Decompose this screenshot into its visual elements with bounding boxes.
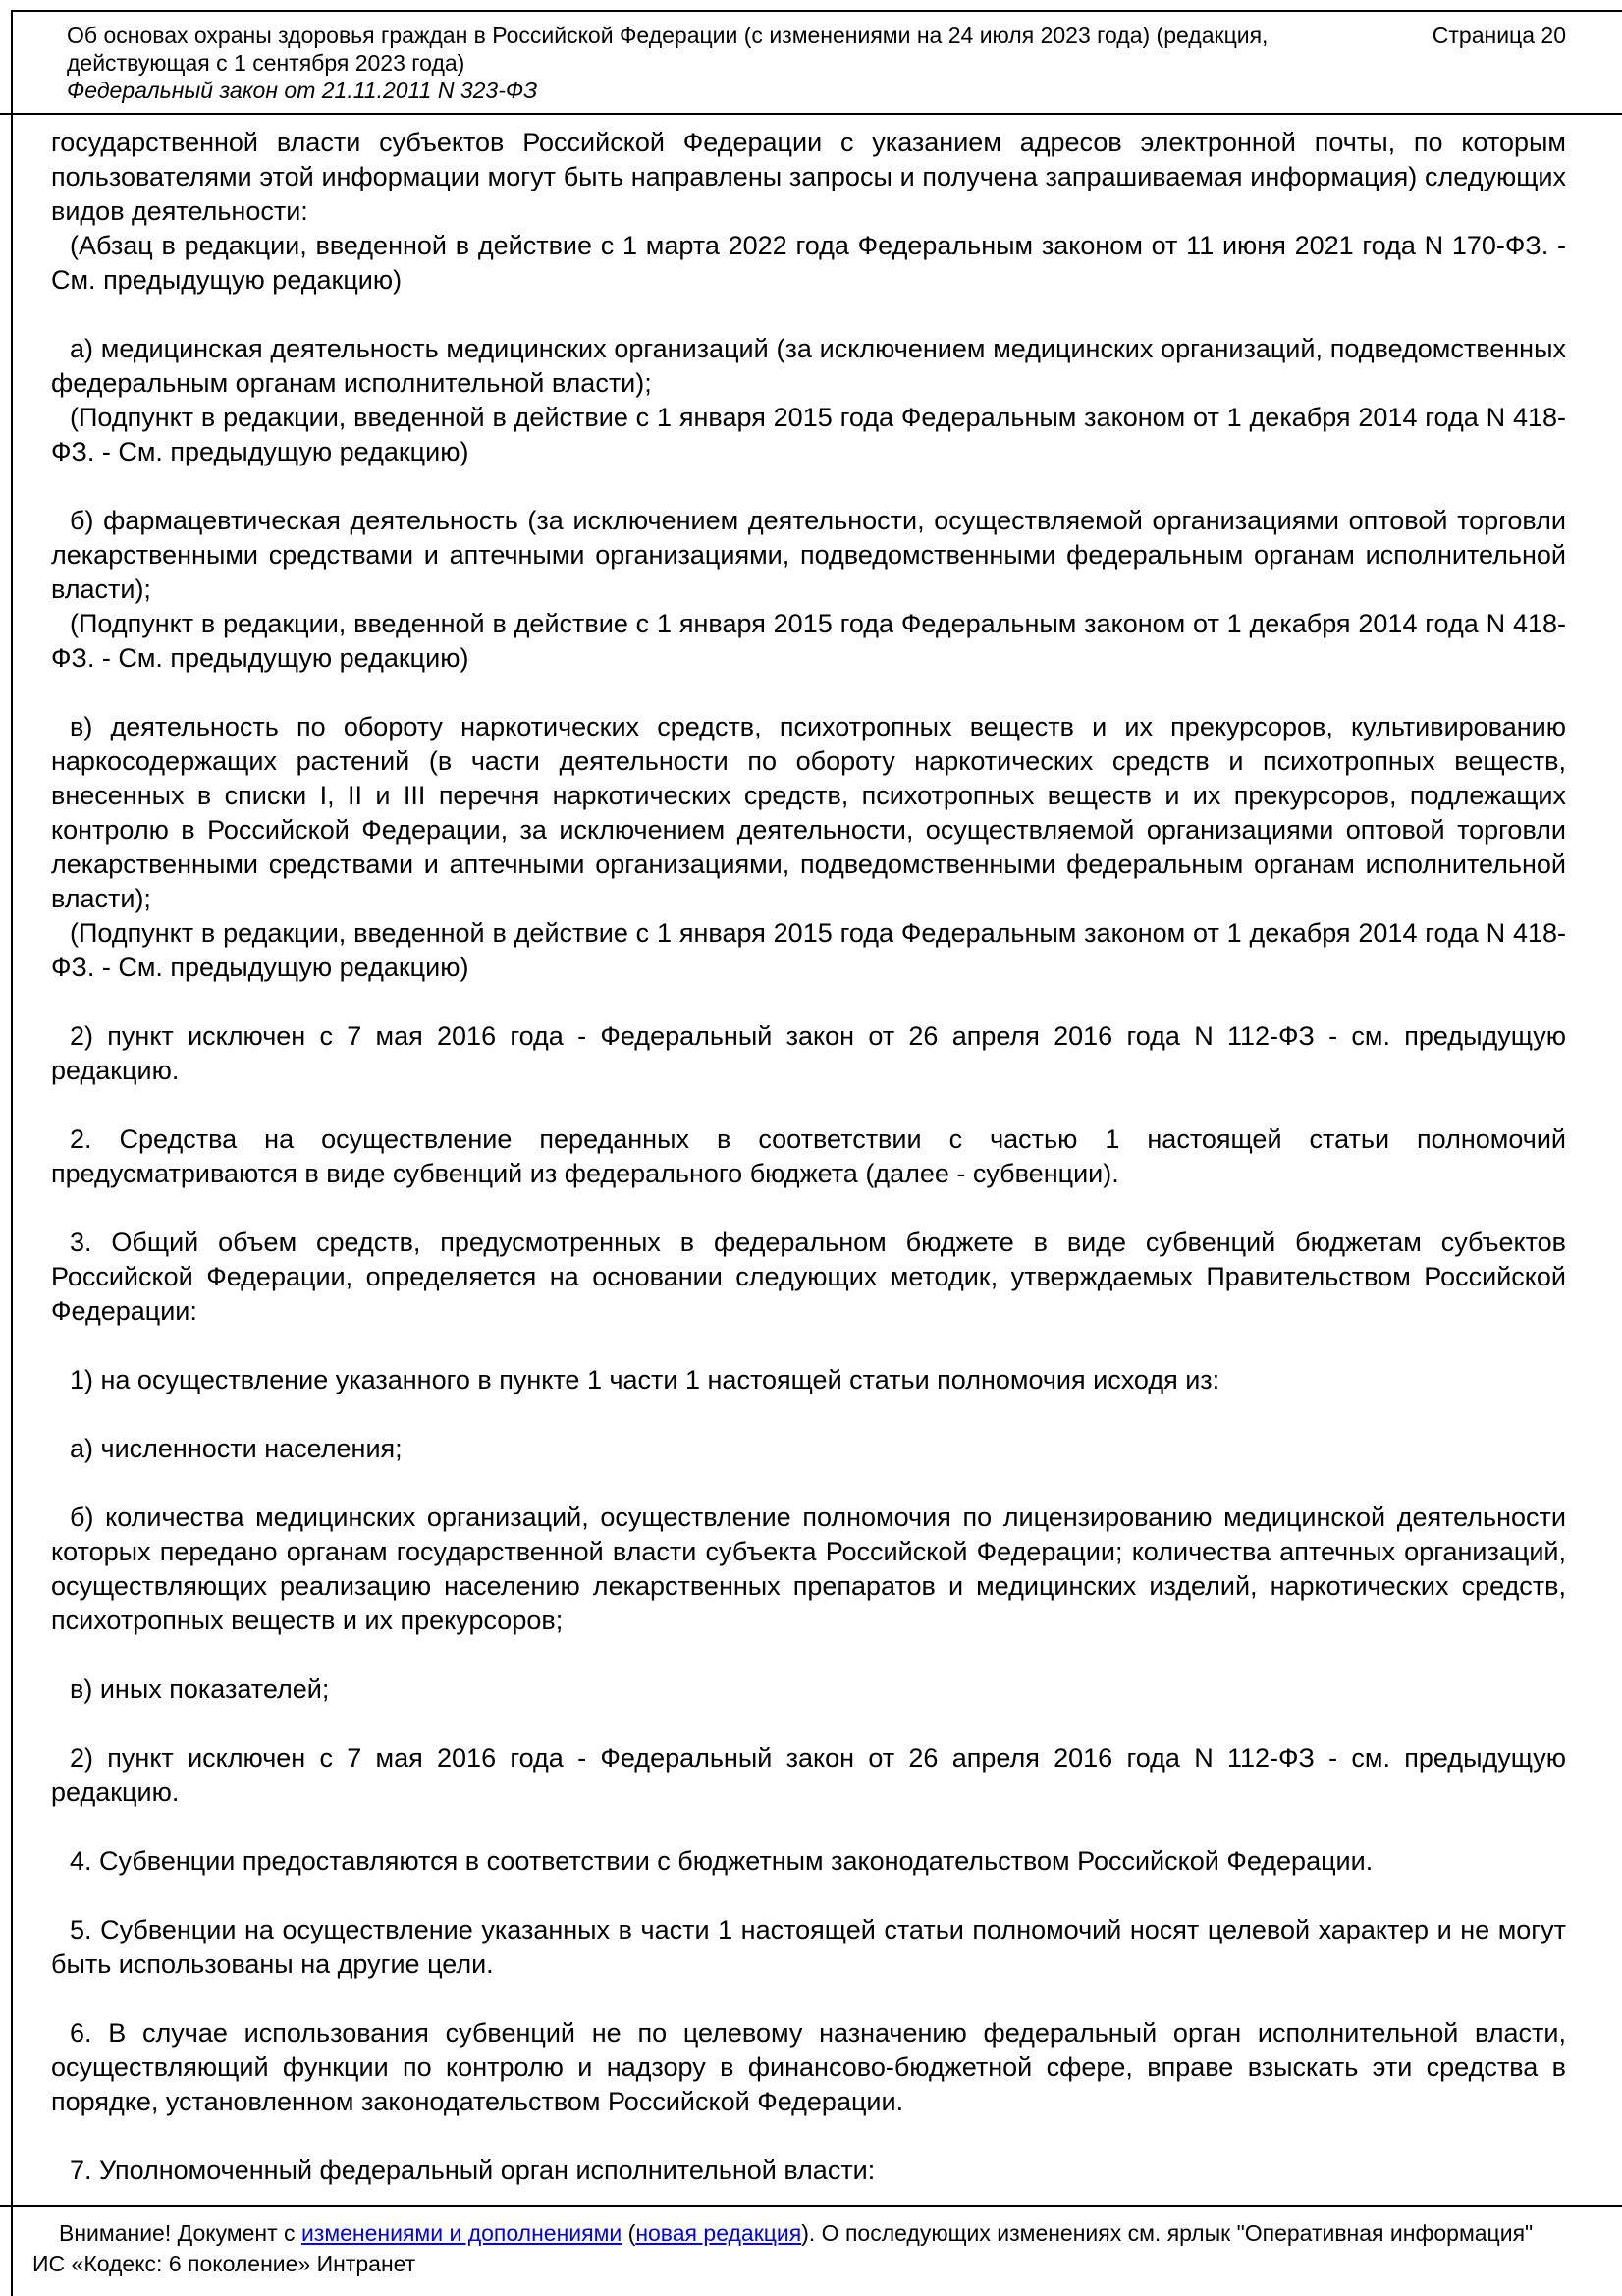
paragraph: (Подпункт в редакции, введенной в действие с 1 января 2015 года Федеральным законом от 1 декабря 2014 года N 418-ФЗ. - См. предыдущую редакцию) — [51, 403, 1566, 466]
paragraph: а) медицинская деятельность медицинских организаций (за исключением медицинских организаций, подведомственных федеральным органам исполнительной власти); — [51, 334, 1566, 398]
paragraph: 1) на осуществление указанного в пункте 1 части 1 настоящей статьи полномочия исходя из: — [70, 1365, 1220, 1394]
footer-notice-suffix: ). О последующих изменениях см. ярлык "Оперативная информация" — [801, 2220, 1534, 2246]
paragraph: (Подпункт в редакции, введенной в действие с 1 января 2015 года Федеральным законом от 1 декабря 2014 года N 418-ФЗ. - См. предыдущую редакцию) — [51, 609, 1566, 673]
paragraph: 7. Уполномоченный федеральный орган исполнительной власти: — [70, 2156, 876, 2185]
paragraph: 2) пункт исключен с 7 мая 2016 года - Федеральный закон от 26 апреля 2016 года N 112-ФЗ - см. предыдущую редакцию. — [51, 1743, 1566, 1807]
paragraph: 3. Общий объем средств, предусмотренных в федеральном бюджете в виде субвенций бюджетам субъектов Российской Федерации, определяется на основании следующих методик, утверждаемых Правительством Российской Федерации: — [51, 1228, 1566, 1326]
paragraph: 2. Средства на осуществление переданных в соответствии с частью 1 настоящей статьи полномочий предусматриваются в виде субвенций из федерального бюджета (далее - субвенции). — [51, 1124, 1566, 1188]
footer-notice-prefix: Внимание! Документ с — [59, 2220, 301, 2246]
footer-notice — [32, 2218, 1583, 2249]
new-edition-link[interactable]: новая редакция — [635, 2220, 802, 2246]
page-footer — [0, 2207, 1622, 2279]
paragraph: 2) пункт исключен с 7 мая 2016 года - Федеральный закон от 26 апреля 2016 года N 112-ФЗ - см. предыдущую редакцию. — [51, 1021, 1566, 1085]
paragraph: а) численности населения; — [70, 1434, 403, 1463]
document-body — [0, 115, 1622, 2205]
changes-link[interactable]: изменениями и дополнениями — [300, 2220, 622, 2246]
page-number: Страница 20 — [1432, 23, 1566, 48]
paragraph: б) фармацевтическая деятельность (за исключением деятельности, осуществляемой организациями оптовой торговли лекарственными средствами и аптечными организациями, подведомственными федеральным органам исполнительной власти); — [51, 506, 1566, 604]
paragraph: 5. Субвенции на осуществление указанных в части 1 настоящей статьи полномочий носят целевой характер и не могут быть использованы на другие цели. — [51, 1915, 1566, 1979]
page-header — [0, 0, 1622, 113]
paragraph: в) деятельность по обороту наркотических средств, психотропных веществ и их прекурсоров, культивированию наркосодержащих растений (в части деятельности по обороту наркотических средств и психотропных веществ, внесенных в списки I, II и III перечня наркотических средств, психотропных веществ и их прекурсоров, подлежащих контролю в Российской Федерации, за исключением деятельности, осуществляемой организациями оптовой торговли лекарственными средствами и аптечными организациями, подведомственными федеральным органам исполнительной власти); — [51, 712, 1566, 913]
paragraph: государственной власти субъектов Российской Федерации с указанием адресов электронной почты, по которым пользователями этой информации могут быть направлены запросы и получена запрашиваемая информация) следующих видов деятельности: — [51, 128, 1566, 226]
header-text-block — [67, 22, 1373, 104]
document-subtitle: Федеральный закон от 21.11.2011 N 323-ФЗ — [67, 78, 538, 103]
paragraph: 6. В случае использования субвенций не по целевому назначению федеральный орган исполнительной власти, осуществляющий функции по контролю и надзору в финансово-бюджетной сфере, вправе взыскать эти средства в порядке, установленном законодательством Российской Федерации. — [51, 2018, 1566, 2116]
paragraph: (Абзац в редакции, введенной в действие с 1 марта 2022 года Федеральным законом от 11 июня 2021 года N 170-ФЗ. - См. предыдущую редакцию) — [51, 231, 1566, 295]
paragraph: (Подпункт в редакции, введенной в действие с 1 января 2015 года Федеральным законом от 1 декабря 2014 года N 418-ФЗ. - См. предыдущую редакцию) — [51, 918, 1566, 982]
paragraph: б) количества медицинских организаций, осуществление полномочия по лицензированию медицинской деятельности которых передано органам государственной власти субъекта Российской Федерации; количества аптечных организаций, осуществляющих реализацию населению лекарственных препаратов и медицинских изделий, наркотических средств, психотропных веществ и их прекурсоров; — [51, 1503, 1566, 1635]
footer-notice-mid: ( — [622, 2220, 636, 2246]
footer-system-label: ИС «Кодекс: 6 поколение» Интранет — [32, 2251, 416, 2276]
paragraph: в) иных показателей; — [70, 1674, 330, 1704]
paragraph: 4. Субвенции предоставляются в соответствии с бюджетным законодательством Российской Федерации. — [70, 1846, 1374, 1876]
document-title: Об основах охраны здоровья граждан в Российской Федерации (с изменениями на 24 июля 2023 года) (редакция, действующая с 1 сентября 2023 года) — [67, 23, 1269, 76]
